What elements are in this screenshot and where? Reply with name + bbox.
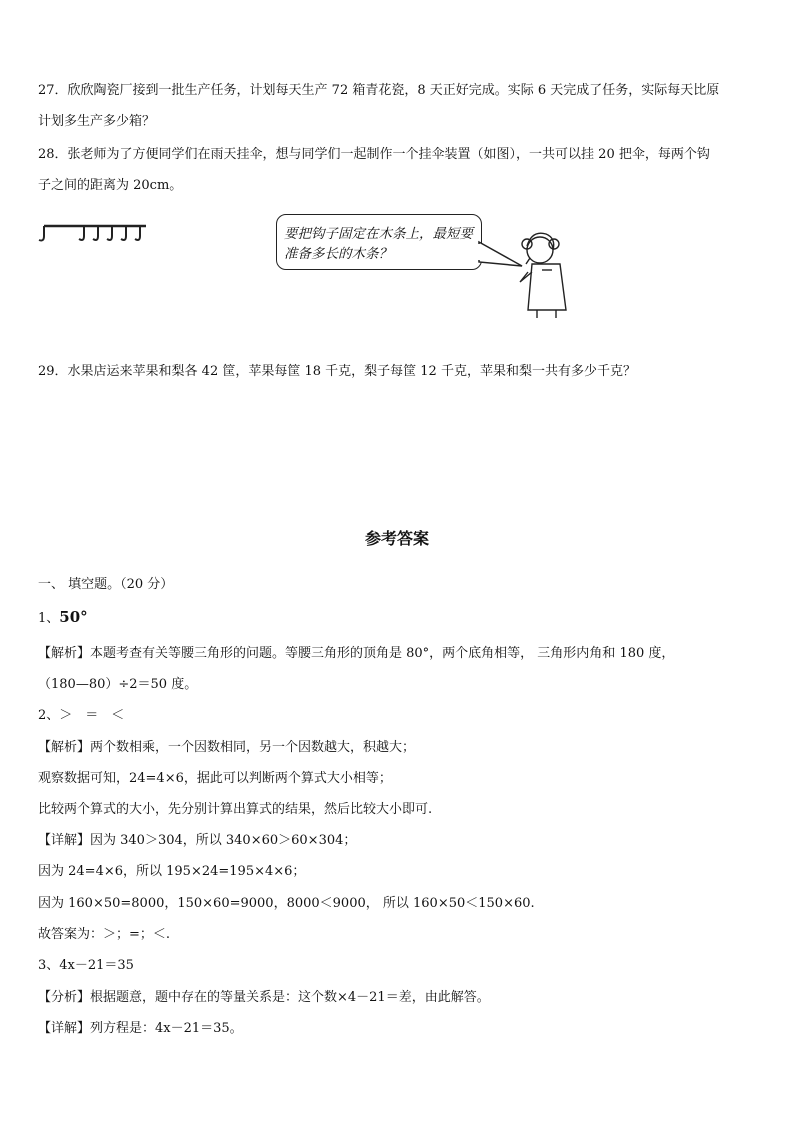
answer-2-detail-1: 【详解】因为 340＞304，所以 340×60＞60×304； — [38, 833, 357, 848]
answer-2: 2、＞ ＝ ＜ — [38, 708, 125, 723]
answer-2-observation: 观察数据可知，24=4×6，据此可以判断两个算式大小相等； — [38, 771, 392, 786]
speech-bubble-text: 要把钩子固定在木条上，最短要准备多长的木条？ — [284, 226, 473, 262]
answer-3-detail: 【详解】列方程是：4x－21＝35。 — [38, 1021, 243, 1036]
hook-rack-figure — [36, 222, 154, 248]
q27-line2: 计划多生产多少箱？ — [38, 114, 156, 129]
answer-3: 3、4x－21＝35 — [38, 958, 134, 973]
answer-2-detail-2: 因为 24=4×6，所以 195×24=195×4×6； — [38, 864, 306, 879]
q29-line: 29．水果店运来苹果和梨各 42 筐，苹果每筐 18 千克，梨子每筐 12 千克，苹果和梨一共有多少千克？ — [38, 364, 636, 379]
q28-line2: 子之间的距离为 20cm。 — [38, 178, 183, 193]
answer-2-detail-3: 因为 160×50=8000，150×60=9000，8000＜9000， 所以 160×50＜150×60. — [38, 896, 535, 911]
q27-line1: 27．欣欣陶瓷厂接到一批生产任务，计划每天生产 72 箱青花瓷，8 天正好完成。实际 6 天完成了任务，实际每天比原 — [38, 83, 720, 98]
answer-1-number: 1、 — [38, 611, 60, 626]
answer-2-compare: 比较两个算式的大小，先分别计算出算式的结果，然后比较大小即可. — [38, 802, 433, 817]
answer-1-value: 50° — [59, 608, 88, 626]
q28-line1: 28．张老师为了方便同学们在雨天挂伞，想与同学们一起制作一个挂伞装置（如图），一共可以挂 20 把伞，每两个钩 — [38, 147, 710, 162]
section-heading: 一、 填空题。（20 分） — [38, 577, 174, 592]
answer-1-calc: （180—80）÷2＝50 度。 — [38, 677, 198, 692]
answer-title: 参考答案 — [364, 529, 429, 548]
answer-3-analysis: 【分析】根据题意，题中存在的等量关系是：这个数×4－21＝差，由此解答。 — [38, 990, 490, 1005]
answer-1-analysis: 【解析】本题考查有关等腰三角形的问题。等腰三角形的顶角是 80°，两个底角相等， 三角形内角和 180 度， — [38, 646, 675, 661]
girl-illustration — [472, 220, 588, 320]
answer-2-analysis: 【解析】两个数相乘，一个因数相同，另一个因数越大，积越大； — [38, 740, 416, 755]
answer-1 — [38, 609, 88, 627]
answer-2-final: 故答案为：＞；=；＜. — [38, 927, 171, 942]
